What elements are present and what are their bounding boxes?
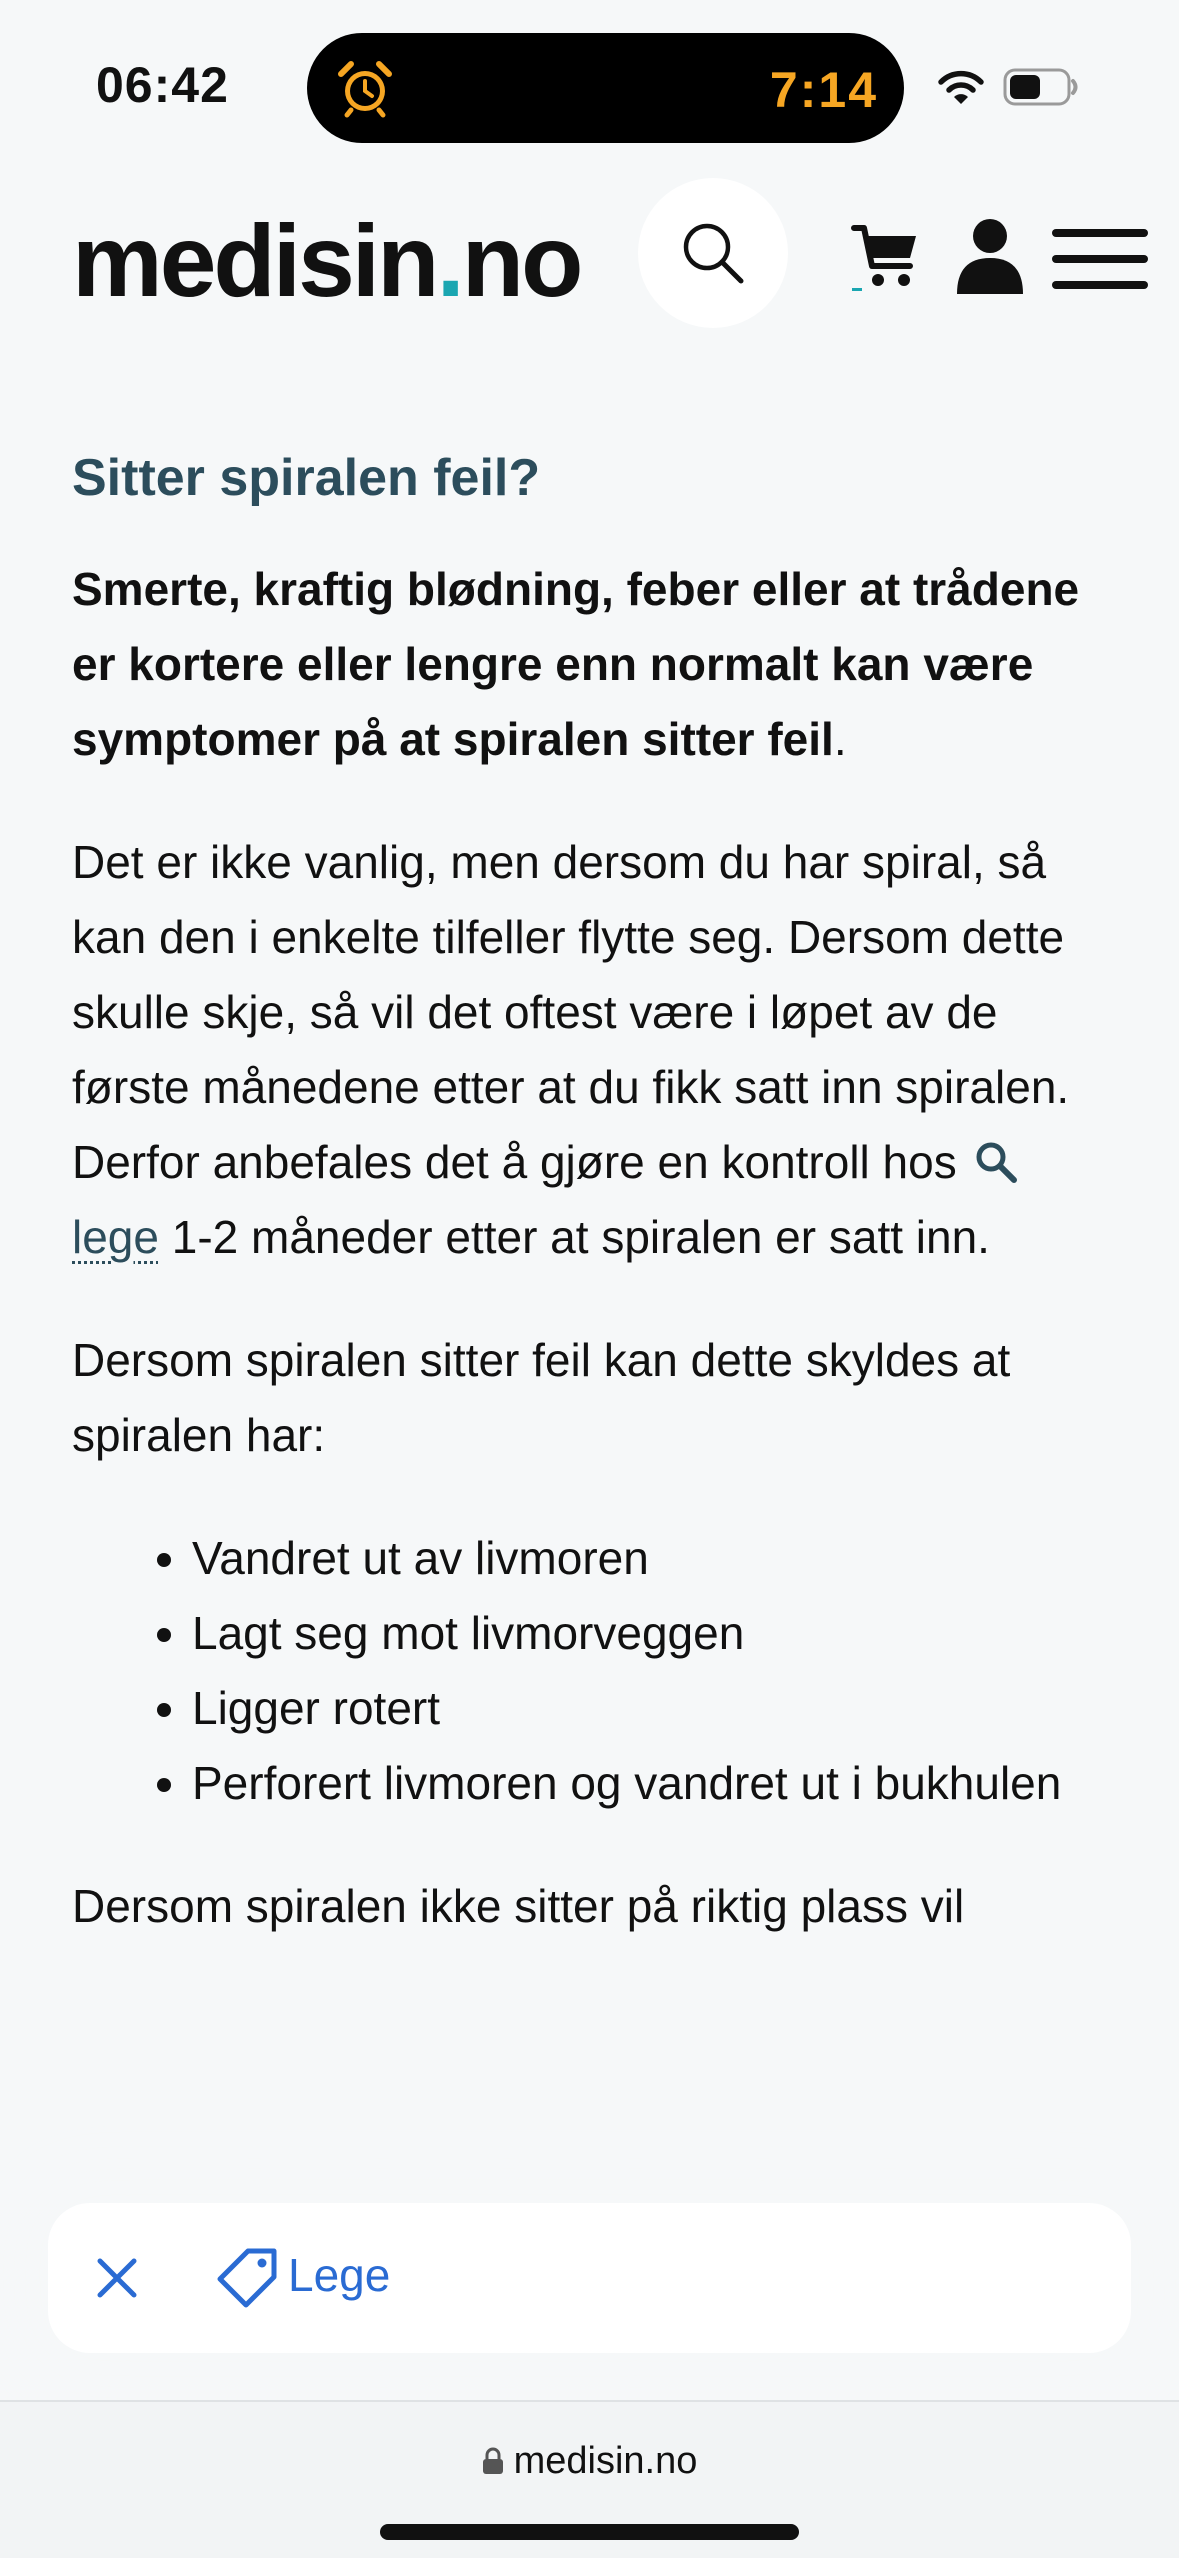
article-lead	[72, 552, 1112, 777]
tag-label[interactable]: Lege	[288, 2249, 391, 2301]
paragraph-2: Dersom spiralen sitter feil kan dette skyldes at spiralen har:	[72, 1334, 1011, 1461]
logo-main: medisin	[72, 204, 437, 318]
cart-icon[interactable]	[850, 220, 922, 292]
battery-icon	[1003, 68, 1079, 106]
search-icon	[680, 220, 746, 286]
url-text: medisin.no	[513, 2440, 698, 2482]
browser-address-bar	[0, 2400, 1179, 2558]
status-bar	[0, 0, 1179, 170]
close-icon[interactable]	[90, 2251, 144, 2305]
list-item: • Vandret ut av livmoren	[192, 1521, 1112, 1596]
lead-end: .	[833, 713, 847, 765]
list-item: • Ligger rotert	[192, 1671, 1112, 1746]
glossary-link-lege[interactable]: lege	[72, 1211, 159, 1263]
tag-bottom-sheet	[48, 2203, 1131, 2353]
paragraph-3: Dersom spiralen ikke sitter på riktig plass vil	[72, 1880, 965, 1932]
paragraph-1	[72, 825, 1112, 1275]
glossary-search-icon	[974, 1140, 1018, 1184]
dynamic-island[interactable]	[307, 33, 904, 143]
article-body	[72, 440, 1112, 1944]
site-header	[0, 170, 1179, 370]
lock-icon	[482, 2447, 504, 2475]
paragraph-1-after: 1-2 måneder etter at spiralen er satt inn.	[158, 1211, 990, 1263]
list-item: • Lagt seg mot livmorveggen	[192, 1596, 1112, 1671]
wifi-icon	[938, 70, 984, 106]
logo-tld: no	[461, 204, 581, 318]
menu-icon[interactable]	[1052, 227, 1148, 291]
paragraph-1-before: Det er ikke vanlig, men dersom du har spiral, så kan den i enkelte tilfeller flytte seg. Dersom dette skulle skje, så vil det oftest være i løpet av de første månedene etter at du fikk satt inn spiralen. Derfor anbefales det å gjøre en kontroll hos	[72, 836, 1070, 1188]
logo-dot: .	[436, 204, 462, 318]
alarm-clock-icon	[335, 58, 395, 118]
status-time: 06:42	[96, 57, 229, 113]
tag-icon	[212, 2243, 282, 2313]
site-logo[interactable]	[72, 204, 581, 318]
article-heading: Sitter spiralen feil?	[72, 449, 541, 507]
user-icon[interactable]	[955, 218, 1025, 294]
list-item: • Perforert livmoren og vandret ut i bukhulen	[192, 1746, 1112, 1821]
url-field[interactable]	[0, 2440, 1179, 2483]
island-timer: 7:14	[769, 62, 878, 118]
home-indicator[interactable]	[380, 2524, 799, 2540]
search-button[interactable]	[638, 178, 788, 328]
cause-list	[72, 1521, 1112, 1821]
lead-bold-text: Smerte, kraftig blødning, feber eller at trådene er kortere eller lengre enn normalt kan være symptomer på at spiralen sitter feil	[72, 563, 1080, 765]
